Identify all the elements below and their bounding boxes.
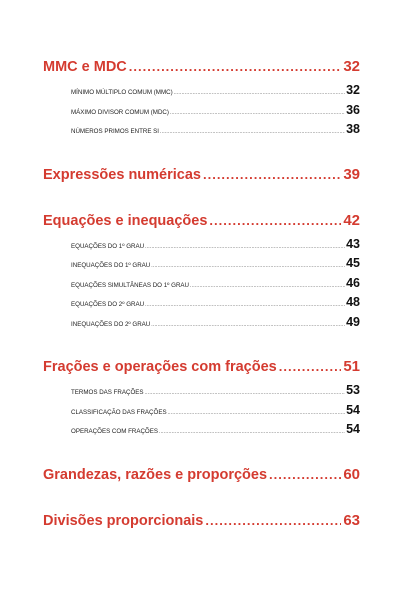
toc-subentry[interactable] bbox=[71, 381, 360, 401]
toc-chapter[interactable] bbox=[43, 356, 360, 378]
subentry-title: EQUAÇÕES DO 2º GRAU bbox=[71, 301, 145, 308]
dot-leader bbox=[145, 384, 346, 404]
dot-leader bbox=[145, 238, 345, 258]
subentry-page: 48 bbox=[346, 295, 360, 309]
subentry-list bbox=[43, 235, 360, 333]
dot-leader bbox=[174, 84, 345, 104]
dot-leader bbox=[209, 210, 341, 232]
chapter-title: Divisões proporcionais bbox=[43, 512, 204, 529]
subentry-page: 43 bbox=[346, 236, 360, 251]
toc-chapter[interactable] bbox=[43, 510, 360, 532]
toc-subentry[interactable] bbox=[71, 313, 360, 333]
toc-subentry[interactable] bbox=[71, 254, 360, 274]
dot-leader bbox=[159, 423, 345, 443]
chapter-title: Frações e operações com frações bbox=[43, 359, 277, 375]
dot-leader bbox=[170, 104, 345, 124]
table-of-contents bbox=[43, 56, 360, 556]
toc-chapter[interactable] bbox=[43, 164, 360, 186]
toc-section-fracoes bbox=[43, 356, 360, 440]
toc-subentry[interactable] bbox=[71, 120, 360, 140]
subentry-list bbox=[43, 381, 360, 440]
subentry-page: 32 bbox=[346, 83, 360, 97]
subentry-title: CLASSIFICAÇÃO DAS FRAÇÕES bbox=[71, 408, 167, 416]
toc-section-equacoes bbox=[43, 210, 360, 333]
toc-section-mmc-mdc bbox=[43, 56, 360, 140]
subentry-title: INEQUAÇÕES DO 1º GRAU bbox=[71, 262, 151, 269]
toc-section-grandezas bbox=[43, 464, 360, 486]
toc-subentry[interactable] bbox=[71, 401, 360, 421]
toc-subentry[interactable] bbox=[71, 293, 360, 313]
subentry-page: 54 bbox=[346, 422, 360, 436]
subentry-title: EQUAÇÕES DO 1º GRAU bbox=[71, 242, 145, 250]
subentry-title: NÚMEROS PRIMOS ENTRE SI bbox=[71, 128, 160, 135]
chapter-page: 51 bbox=[343, 358, 360, 375]
toc-section-divisoes bbox=[43, 510, 360, 532]
toc-subentry[interactable] bbox=[71, 81, 360, 101]
subentry-page: 53 bbox=[346, 383, 360, 397]
dot-leader bbox=[190, 277, 345, 297]
dot-leader bbox=[205, 510, 341, 532]
chapter-page: 32 bbox=[343, 58, 360, 75]
toc-subentry[interactable] bbox=[71, 235, 360, 255]
chapter-page: 63 bbox=[343, 511, 360, 529]
toc-subentry[interactable] bbox=[71, 274, 360, 294]
toc-subentry[interactable] bbox=[71, 420, 360, 440]
subentry-page: 38 bbox=[346, 122, 360, 136]
subentry-title: MÁXIMO DIVISOR COMUM (MDC) bbox=[71, 108, 169, 116]
dot-leader bbox=[151, 257, 345, 277]
toc-chapter[interactable] bbox=[43, 56, 360, 78]
subentry-title: MÍNIMO MÚLTIPLO COMUM (MMC) bbox=[71, 89, 173, 96]
subentry-list bbox=[43, 81, 360, 140]
chapter-title: Grandezas, razões e proporções bbox=[43, 466, 268, 483]
chapter-page: 39 bbox=[343, 165, 360, 183]
dot-leader bbox=[168, 404, 346, 424]
subentry-page: 45 bbox=[346, 256, 360, 270]
toc-chapter[interactable] bbox=[43, 210, 360, 232]
subentry-title: INEQUAÇÕES DO 2º GRAU bbox=[71, 320, 151, 328]
chapter-title: Equações e inequações bbox=[43, 212, 208, 229]
dot-leader bbox=[145, 296, 345, 316]
toc-chapter[interactable] bbox=[43, 464, 360, 486]
subentry-page: 54 bbox=[346, 402, 360, 417]
chapter-page: 42 bbox=[343, 211, 360, 229]
subentry-page: 49 bbox=[346, 314, 360, 329]
toc-subentry[interactable] bbox=[71, 101, 360, 121]
dot-leader bbox=[129, 56, 342, 78]
dot-leader bbox=[160, 123, 345, 143]
subentry-title: OPERAÇÕES COM FRAÇÕES bbox=[71, 428, 158, 435]
toc-section-expressoes bbox=[43, 164, 360, 186]
subentry-page: 46 bbox=[346, 275, 360, 290]
subentry-title: EQUAÇÕES SIMULTÂNEAS DO 1º GRAU bbox=[71, 281, 190, 289]
subentry-title: TERMOS DAS FRAÇÕES bbox=[71, 389, 144, 396]
dot-leader bbox=[269, 464, 341, 486]
chapter-page: 60 bbox=[343, 465, 360, 483]
dot-leader bbox=[203, 164, 341, 186]
dot-leader bbox=[151, 316, 345, 336]
chapter-title: Expressões numéricas bbox=[43, 166, 201, 183]
subentry-page: 36 bbox=[346, 102, 360, 117]
chapter-title: MMC e MDC bbox=[43, 59, 127, 75]
dot-leader bbox=[279, 356, 342, 378]
